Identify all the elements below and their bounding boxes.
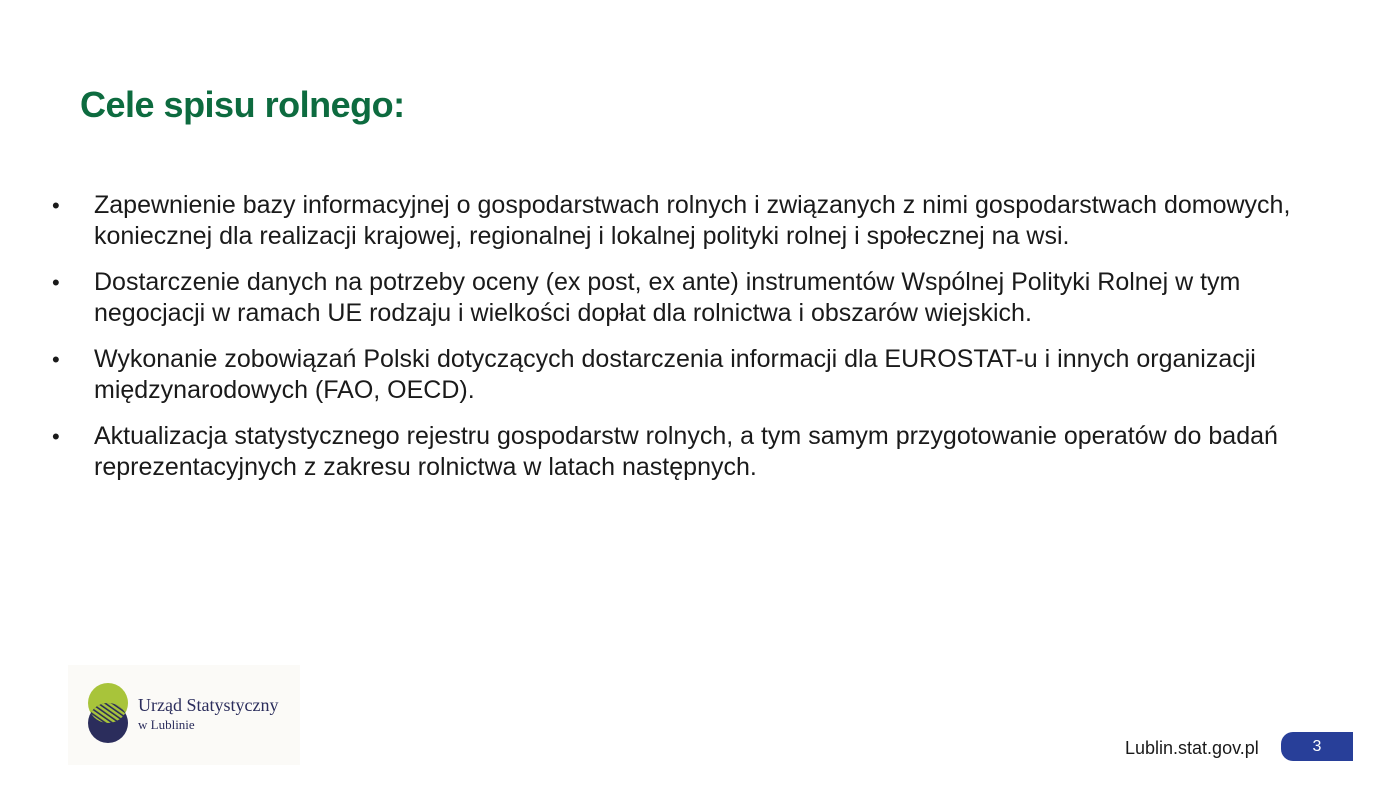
- bullet-item: [52, 344, 1352, 406]
- bullet-dot-icon: •: [52, 193, 60, 218]
- footer-url: Lublin.stat.gov.pl: [1125, 738, 1259, 758]
- bullet-dot-icon: •: [52, 347, 60, 372]
- bullet-dot-icon: •: [52, 270, 60, 295]
- bullet-text: Dostarczenie danych na potrzeby oceny (ex post, ex ante) instrumentów Wspólnej Polityki Rolnej w tym negocjacji w ramach UE rodzaju i wielkości dopłat dla rolnictwa i obszarów wiejskich.: [94, 268, 1241, 327]
- bullet-dot-icon: •: [52, 424, 60, 449]
- office-logo-icon: [86, 681, 132, 747]
- office-logo: [68, 665, 300, 765]
- bullet-list: [52, 190, 1352, 498]
- bullet-text: Wykonanie zobowiązań Polski dotyczących dostarczenia informacji dla EUROSTAT-u i innych organizacji międzynarodowych (FAO, OECD).: [94, 345, 1256, 404]
- slide-title: Cele spisu rolnego:: [80, 84, 405, 125]
- bullet-item: [52, 190, 1352, 252]
- bullet-item: [52, 421, 1352, 483]
- logo-title: Urząd Statystyczny: [138, 695, 279, 715]
- bullet-text: Zapewnienie bazy informacyjnej o gospodarstwach rolnych i związanych z nimi gospodarstwach domowych, koniecznej dla realizacji krajowej, regionalnej i lokalnej polityki rolnej i społecznej na wsi.: [94, 191, 1291, 250]
- logo-subtitle: w Lublinie: [138, 717, 195, 732]
- page-number: 3: [1312, 738, 1322, 755]
- bullet-text: Aktualizacja statystycznego rejestru gospodarstw rolnych, a tym samym przygotowanie operatów do badań reprezentacyjnych z zakresu rolnictwa w latach następnych.: [94, 422, 1278, 481]
- page-number-badge: [1281, 732, 1353, 761]
- bullet-item: [52, 267, 1352, 329]
